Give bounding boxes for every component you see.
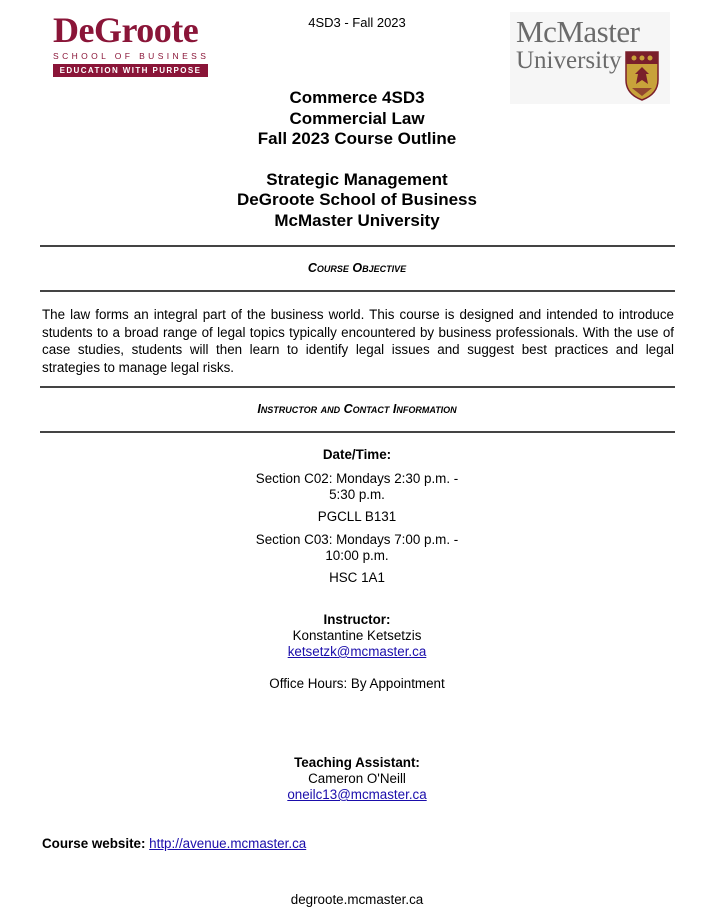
university-title: McMaster University <box>274 210 440 230</box>
course-number-title: Commerce 4SD3 <box>289 88 425 107</box>
degroote-logo-school: SCHOOL OF BUSINESS <box>53 51 210 61</box>
mcmaster-logo-text <box>516 16 639 74</box>
datetime-label: Date/Time: <box>322 447 392 462</box>
section-c03-time: Section C03: Mondays 7:00 p.m. - 10:00 p.m. <box>255 532 459 563</box>
degroote-logo-tagline: EDUCATION WITH PURPOSE <box>53 64 208 77</box>
course-subject-title: Commercial Law <box>289 108 425 128</box>
instructor-block <box>0 612 714 692</box>
divider <box>40 245 675 247</box>
instructor-name: Konstantine Ketsetzis <box>292 628 422 643</box>
instructor-label: Instructor: <box>323 612 391 627</box>
section-c02-time: Section C02: Mondays 2:30 p.m. - 5:30 p.m. <box>255 471 459 502</box>
course-outline-title: Fall 2023 Course Outline <box>257 129 457 148</box>
course-website-line <box>42 836 306 851</box>
ta-label: Teaching Assistant: <box>294 755 420 770</box>
section-c03-room: HSC 1A1 <box>329 570 385 585</box>
course-objective-heading: Course Objective <box>307 261 407 275</box>
course-objective-text: The law forms an integral part of the business world. This course is designed and intended to introduce students to a broad range of legal topics typically encountered by business professionals. With the use of case studies, students will then learn to identify legal issues and suggest best practices and legal strategies to manage legal risks. <box>42 307 674 375</box>
divider <box>40 431 675 433</box>
datetime-block <box>0 447 714 586</box>
contact-info-heading: Instructor and Contact Information <box>257 402 457 416</box>
area-title: Strategic Management <box>266 169 448 189</box>
course-website-label: Course website: <box>42 836 146 851</box>
divider <box>40 290 675 292</box>
ta-email-link[interactable]: oneilc13@mcmaster.ca <box>287 787 427 802</box>
course-titles <box>0 88 714 231</box>
course-code-header: 4SD3 - Fall 2023 <box>308 15 406 30</box>
office-hours: Office Hours: By Appointment <box>269 676 445 691</box>
degroote-logo-name: DeGroote <box>53 10 199 50</box>
mcmaster-logo-line1: McMaster <box>516 14 640 49</box>
instructor-email-link[interactable]: ketsetzk@mcmaster.ca <box>287 644 427 659</box>
mcmaster-logo-line2: University <box>516 47 622 74</box>
section-c02-room: PGCLL B131 <box>317 509 397 524</box>
school-title: DeGroote School of Business <box>237 190 477 209</box>
footer-url: degroote.mcmaster.ca <box>290 892 424 907</box>
course-website-link[interactable]: http://avenue.mcmaster.ca <box>149 836 307 851</box>
ta-name: Cameron O'Neill <box>308 771 406 786</box>
teaching-assistant-block <box>0 755 714 803</box>
degroote-logo <box>53 12 213 76</box>
divider <box>40 386 675 388</box>
